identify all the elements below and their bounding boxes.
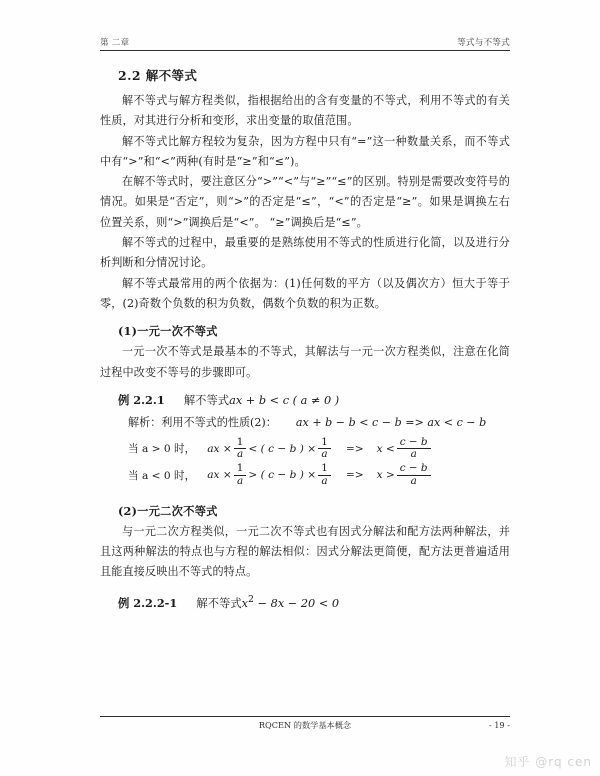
case-lhs: ax × (207, 442, 232, 455)
case-middle: > ( c − b ) × (248, 469, 317, 482)
header-chapter-label: 第 二章 (100, 38, 130, 48)
page-header (100, 36, 510, 48)
example-expression: ax + b < c ( a ≠ 0 ) (229, 393, 340, 407)
fraction-numerator: 1 (234, 463, 247, 475)
fraction-denominator: a (410, 448, 417, 461)
solution-text: 利用不等式的性质(2)： (161, 416, 277, 430)
example-label: 例 2.2.2-1 (118, 595, 178, 610)
case-lhs: ax × (207, 469, 232, 482)
example-2221 (118, 590, 510, 614)
fraction-numerator: c − b (397, 463, 431, 475)
implies-arrow: => (345, 442, 364, 455)
fraction-result (397, 463, 431, 486)
page-content (100, 60, 510, 614)
header-section-label: 等式与不等式 (457, 38, 510, 48)
case-positive-a (128, 437, 510, 460)
subsection-heading-linear: (1)一元一次不等式 (118, 324, 218, 339)
fraction-denominator: a (410, 474, 417, 487)
case-middle: < ( c − b ) × (248, 442, 317, 455)
paragraph-linear: 一元一次不等式是最基本的不等式，其解法与一元一次方程类似，注意在化简过程中改变不等号的步骤即可。 (100, 345, 510, 379)
fraction-one-over-a (234, 437, 247, 460)
example-expression-exponent: 2 (248, 593, 254, 605)
paragraph-quadratic: 与一元二次方程类似，一元二次不等式也有因式分解法和配方法两种解法，并且这两种解法的特点也与方程的解法相似：因式分解法更简便，配方法更普遍适用且能直接反映出不等式的特点。 (100, 524, 510, 579)
case-result-var: x > (376, 469, 395, 482)
example-expression-rest: − 8x − 20 < 0 (254, 596, 340, 610)
fraction-result (397, 437, 431, 460)
fraction-numerator: 1 (234, 437, 247, 449)
watermark: 知乎 @rq cen (504, 755, 592, 769)
example-label: 例 2.2.1 (118, 392, 165, 407)
paragraph-complexity: 解不等式比解方程较为复杂，因为方程中只有“=”这一种数量关系，而不等式中有“>”和“<”两种(有时是“≥”和“≤”)。 (100, 134, 510, 168)
subsection-heading-quadratic: (2)一元二次不等式 (118, 503, 218, 518)
paragraph-intro: 解不等式与解方程类似，指根据给出的含有变量的不等式，利用不等式的有关性质，对其进行分析和变形，求出变量的取值范围。 (100, 94, 510, 128)
fraction-denominator: a (321, 474, 328, 487)
case-condition: 当 a > 0 时， (128, 443, 196, 456)
solution-221 (128, 413, 510, 434)
fraction-one-over-a-2 (318, 437, 331, 460)
example-expression-base: x (241, 596, 248, 610)
example-221 (118, 390, 510, 412)
fraction-numerator: 1 (318, 437, 331, 449)
paragraph-bases: 解不等式最常用的两个依据为：(1)任何数的平方（以及偶次方）恒大于等于零，(2)奇数个负数的积为负数，偶数个负数的积为正数。 (100, 276, 510, 310)
fraction-numerator: 1 (318, 463, 331, 475)
page-number: - 19 - (488, 720, 510, 730)
fraction-one-over-a-2 (318, 463, 331, 486)
case-negative-a (128, 463, 510, 486)
paragraph-symbols: 在解不等式时，要注意区分“>”“<”与“≥”“≤”的区别。特别是需要改变符号的情况。如果是“否定”，则“>”的否定是“≤”，“<”的否定是“≥”。如果是调换左右位置关系，则“>”调换后是“<”。 “≥”调换后是“≤”。 (100, 175, 510, 229)
fraction-one-over-a (234, 463, 247, 486)
example-prompt: 解不等式 (183, 393, 230, 407)
fraction-denominator: a (321, 448, 328, 461)
footer-book-title: RQCEN 的数学基本概念 (258, 720, 352, 730)
page-title: 2.2 解不等式 (118, 68, 198, 83)
implies-arrow: => (345, 469, 364, 482)
header-divider (100, 50, 510, 51)
paragraph-process: 解不等式的过程中，最重要的是熟练使用不等式的性质进行化简，以及进行分析判断和分情况讨论。 (100, 236, 510, 270)
fraction-denominator: a (236, 474, 244, 487)
solution-label: 解析： (128, 416, 162, 430)
solution-step: ax + b − b < c − b => ax < c − b (295, 416, 487, 430)
case-result-var: x < (376, 442, 395, 455)
fraction-numerator: c − b (397, 437, 431, 449)
case-condition: 当 a < 0 时， (128, 469, 196, 482)
footer-divider (100, 716, 510, 717)
fraction-denominator: a (236, 448, 244, 461)
example-prompt: 解不等式 (196, 596, 242, 610)
